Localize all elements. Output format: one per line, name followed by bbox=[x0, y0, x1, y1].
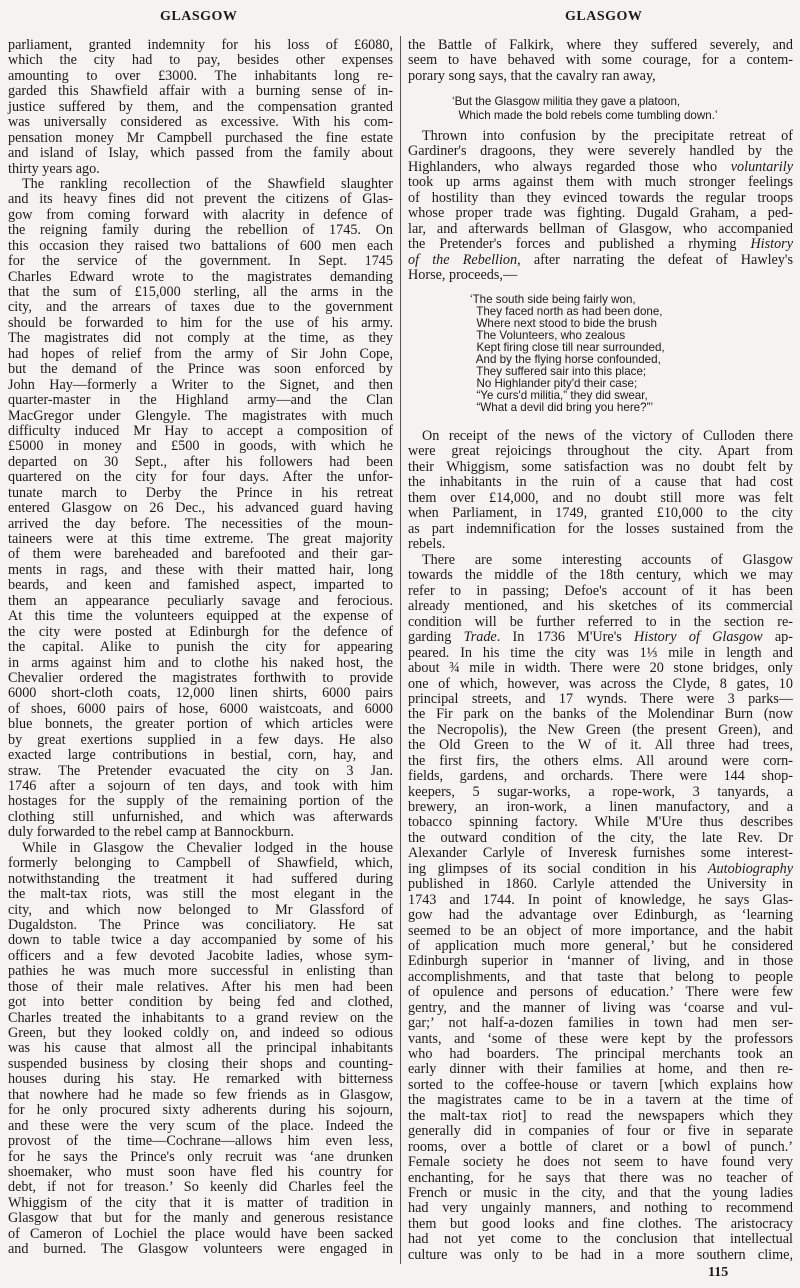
text-line: 6000 short-cloth coats, 12,000 linen shirts, 6000 pairs bbox=[8, 685, 393, 702]
text-line: keepers, 5 sugar-works, a rope-work, 3 tanyards, a bbox=[408, 783, 793, 800]
text-line: whose proper trade was fighting. Dugald Graham, a ped- bbox=[408, 205, 793, 222]
page-number: 115 bbox=[708, 1265, 729, 1280]
text-line: took up arms against them with much stronger feelings bbox=[408, 174, 793, 191]
text-line: and its heavy fines did not prevent the citizens of Glas- bbox=[8, 191, 393, 208]
verse-line: ‘The south side being fairly won, bbox=[470, 293, 636, 306]
paragraph bbox=[8, 177, 393, 841]
text-line: of them were bareheaded and barefooted and their gar- bbox=[8, 546, 393, 563]
text-line: should be forwarded to him for the use of his army. bbox=[8, 314, 393, 331]
text-line: peared. In his time the city was 1⅓ mile in length and bbox=[408, 644, 793, 661]
text-line: provost of the time—Cochrane—allows him even less, bbox=[8, 1133, 393, 1150]
text-line: quarter-master in the Highland army—and the Clan bbox=[8, 392, 393, 409]
paragraph bbox=[8, 841, 393, 1258]
text-line: straw. The Pretender evacuated the city on 3 Jan. bbox=[8, 762, 393, 779]
text-line: and these were the very scum of the place. Indeed the bbox=[8, 1117, 393, 1134]
text-line: Chevalier ordered the magistrates forthwith to provide bbox=[8, 669, 393, 686]
text-line: got into better condition by being fed and clothed, bbox=[8, 994, 393, 1011]
text-line: fields, gardens, and orchards. There were 144 shop- bbox=[408, 768, 793, 785]
text-line: suspended business by closing their shops and counting- bbox=[8, 1055, 393, 1072]
text-line: Edinburgh superior in ‘manner of living, and in those bbox=[408, 953, 793, 970]
text-line: was his cause that almost all the principal inhabitants bbox=[8, 1040, 393, 1057]
text-line: down to table twice a day accompanied by some of his bbox=[8, 932, 393, 949]
text-line: On receipt of the news of the victory of Culloden there bbox=[422, 428, 793, 444]
text-line: had not yet come to the conclusion that intellectual bbox=[408, 1231, 793, 1248]
text-line: the first firs, the others elms. All around were corn- bbox=[408, 752, 793, 769]
text-line: them an appearance peculiarly savage and ferocious. bbox=[8, 592, 393, 609]
text-line: for he says the Prince's only recruit was ‘ane drunken bbox=[8, 1148, 393, 1165]
text-line: blue bonnets, the greater portion of which articles were bbox=[8, 716, 393, 733]
text-line: There are some interesting accounts of Glasgow bbox=[422, 552, 793, 568]
text-line: tobacco spinning factory. While M'Ure thus describes bbox=[408, 814, 793, 831]
verse-line: ‘But the Glasgow militia they gave a platoon, bbox=[452, 95, 681, 108]
text-line: porary song says, that the cavalry ran away, bbox=[408, 67, 656, 84]
text-line: seem to have behaved with some courage, for a contem- bbox=[408, 52, 793, 69]
text-line: Female society he does not seem to have found very bbox=[408, 1154, 793, 1171]
text-line: which the city had to pay, besides other expenses bbox=[8, 52, 393, 69]
right-paragraph-1 bbox=[408, 38, 793, 84]
text-line: and island of Islay, which passed from the family about bbox=[8, 145, 393, 162]
text-line: early dinner with their families at home, and then re- bbox=[408, 1061, 793, 1078]
text-line: Charles Edward wrote to the magistrates demanding bbox=[8, 268, 393, 285]
text-line: brewery, an iron-work, a linen manufactory, and a bbox=[408, 799, 793, 815]
text-line: seemed to be an object of more importance, and the habit bbox=[408, 922, 793, 939]
text-line: principal streets, and 17 wynds. There were 3 parks— bbox=[408, 690, 793, 707]
text-line: taineers were at this time extreme. The great majority bbox=[8, 531, 393, 547]
text-line: gar;’ not half-a-dozen families in town had men ser- bbox=[408, 1015, 793, 1032]
text-line: lar, and afterwards bellman of Glasgow, who accompanied bbox=[408, 220, 793, 237]
text-line: one of which, however, was across the Clyde, 8 gates, 10 bbox=[408, 675, 793, 692]
verse-line: Where next stood to bide the brush bbox=[470, 317, 657, 330]
text-line: sorted to the coffee-house or tavern [which explains how bbox=[408, 1076, 793, 1093]
text-line: justice suffered by them, and the compensation granted bbox=[8, 98, 393, 115]
text-line: clothing still unfurnished, and which was afterwards bbox=[8, 808, 393, 825]
text-line: hostages for the supply of the remaining portion of the bbox=[8, 793, 393, 810]
text-line: MacGregor under Glengyle. The magistrates with much bbox=[8, 407, 393, 424]
text-line: published in 1860. Carlyle attended the University in bbox=[408, 876, 793, 893]
text-line: of the Rebellion, after narrating the defeat of Hawley's bbox=[408, 251, 793, 268]
text-line: 1743 and 1744. In point of knowledge, he says Glas- bbox=[408, 891, 793, 908]
text-line: and burned. The Glasgow volunteers were engaged in bbox=[8, 1241, 393, 1258]
text-line: the capital. Alike to punish the city for appearing bbox=[8, 639, 393, 656]
verse-line: They faced north as had been done, bbox=[470, 305, 663, 318]
text-line: were great rejoicings throughout the city. Apart from bbox=[408, 443, 793, 460]
text-line: John Hay—formerly a Writer to the Signet, and then bbox=[8, 376, 393, 393]
text-line: for he only procured sixty adherents during his sojourn, bbox=[8, 1102, 393, 1119]
text-line: their Whiggism, some satisfaction was no doubt felt by bbox=[408, 458, 793, 475]
text-line: parliament, granted indemnity for his loss of £6080, bbox=[8, 37, 393, 53]
text-line: Charles treated the inhabitants to a grand review on the bbox=[8, 1009, 393, 1026]
paragraph bbox=[408, 38, 793, 84]
text-line: £5000 in money and £500 in goods, with which he bbox=[8, 438, 393, 455]
text-line: but the demand of the Prince was soon enforced by bbox=[8, 361, 393, 378]
text-line: ments in rags, and these with their matted hair, long bbox=[8, 561, 393, 578]
verse-line: Which made the bold rebels come tumbling down.’ bbox=[452, 109, 718, 122]
column-divider bbox=[400, 36, 401, 1264]
paragraph bbox=[8, 38, 393, 177]
text-line: garded this Shawfield affair with a burning sense of in- bbox=[8, 83, 393, 100]
text-line: the inhabitants in the ruin of a cause that had cost bbox=[408, 474, 793, 491]
text-line: the Old Green to the W of it. All three had trees, bbox=[408, 737, 793, 754]
text-line: the magistrates came to be in a tavern at the time of bbox=[408, 1092, 793, 1109]
text-line: pensation money Mr Campbell purchased the fine estate bbox=[8, 129, 393, 146]
text-line: already mentioned, and his sketches of its commercial bbox=[408, 598, 793, 615]
text-line: the city were posted at Edinburgh for the defence of bbox=[8, 623, 393, 640]
text-line: The rankling recollection of the Shawfield slaughter bbox=[22, 175, 393, 192]
text-line: as part indemnification for the losses sustained from the bbox=[408, 520, 793, 537]
verse-line: “What a devil did bring you here?”’ bbox=[470, 401, 654, 414]
text-line: city, and which now belonged to Mr Glassford of bbox=[8, 901, 393, 918]
text-line: rooms, over a bottle of claret or a bowl of punch.’ bbox=[408, 1138, 793, 1155]
text-line: houses during his stay. He remarked with bitterness bbox=[8, 1071, 393, 1088]
right-paragraph-2 bbox=[408, 129, 793, 283]
text-line: accomplishments, and that taste that belong to people bbox=[408, 968, 793, 985]
paragraph bbox=[408, 129, 793, 283]
text-line: culture was only to be had in a more southern clime, bbox=[408, 1246, 793, 1263]
text-line: exacted large contributions in bestial, corn, hay, and bbox=[8, 747, 393, 764]
text-line: those of their male relatives. After his men had been bbox=[8, 978, 393, 995]
verse-quotation-2 bbox=[470, 294, 790, 414]
text-line: the Necropolis), the New Green (the present Green), and bbox=[408, 721, 793, 738]
verse-line: No Highlander pity'd their case; bbox=[470, 377, 638, 390]
text-line: who had boarders. The principal merchants took an bbox=[408, 1046, 793, 1062]
text-line: had hopes of relief from the army of Sir John Cope, bbox=[8, 345, 393, 362]
text-line: officers and a few devoted Jacobite ladies, whose sym- bbox=[8, 947, 393, 964]
text-line: tunate march to Derby the Prince in his retreat bbox=[8, 484, 393, 501]
text-line: While in Glasgow the Chevalier lodged in the house bbox=[22, 839, 393, 856]
text-line: rebels. bbox=[408, 536, 446, 553]
text-line: shoemaker, who must soon have fled his country for bbox=[8, 1163, 393, 1180]
text-line: enchanting, for he says that there was no teacher of bbox=[408, 1169, 793, 1186]
text-line: when Parliament, in 1749, granted £10,000 to the city bbox=[408, 505, 793, 522]
text-line: of hostility than they evinced towards the regular troops bbox=[408, 189, 793, 206]
text-line: Whiggism of the city that it is matter of tradition in bbox=[8, 1194, 393, 1211]
verse-quotation-1 bbox=[452, 95, 792, 123]
text-line: notwithstanding the treatment it had suffered during bbox=[8, 870, 393, 887]
verse-line: They suffered sair into this place; bbox=[470, 365, 647, 378]
text-line: French or music in the city, and that the young ladies bbox=[408, 1184, 793, 1201]
text-line: vants, and ‘some of these were kept by the professors bbox=[408, 1030, 793, 1047]
text-line: gow from coming forward with alacrity in defence of bbox=[8, 206, 393, 223]
italic-text: History of Glasgow bbox=[634, 629, 763, 646]
running-header-right: GLASGOW bbox=[565, 9, 643, 24]
text-line: them over £14,000, and no doubt still more was felt bbox=[408, 489, 793, 506]
verse-line: And by the flying horse confounded, bbox=[470, 353, 661, 366]
text-line: of application much more general,’ but he considered bbox=[408, 937, 793, 954]
text-line: The magistrates did not comply at the time, as they bbox=[8, 330, 393, 347]
paragraph bbox=[408, 553, 793, 1263]
text-line: by great exertions supplied in a few days. He also bbox=[8, 731, 393, 748]
text-line: the malt-tax riot] to read the newspapers which they bbox=[408, 1107, 793, 1124]
verse-line: Kept firing close till near surrounded, bbox=[470, 341, 665, 354]
text-line: for the service of the government. In Sept. 1745 bbox=[8, 253, 393, 270]
text-line: the Fir park on the banks of the Molendinar Burn (now bbox=[408, 706, 793, 723]
running-header-left: GLASGOW bbox=[160, 9, 238, 24]
text-line: the Battle of Falkirk, where they suffered severely, and bbox=[408, 37, 793, 53]
text-line: garding Trade. In 1736 M'Ure's History of Glasgow ap- bbox=[408, 629, 793, 646]
text-line: debt, if not for treason.’ So keenly did Charles feel the bbox=[8, 1179, 393, 1196]
text-line: that nowhere had he made so few friends as in Glasgow, bbox=[8, 1086, 393, 1103]
text-line: of shoes, 6000 pairs of hose, 6000 waistcoats, and 6000 bbox=[8, 700, 393, 717]
text-line: beards, and keen and famished aspect, imparted to bbox=[8, 577, 393, 594]
text-line: Glasgow that but for the manly and generous resistance bbox=[8, 1210, 393, 1227]
text-line: Dugaldston. The Prince was conciliatory. He sat bbox=[8, 916, 393, 933]
right-paragraph-3 bbox=[408, 429, 793, 553]
text-line: duly forwarded to the rebel camp at Bannockburn. bbox=[8, 824, 295, 841]
text-line: generally did in companies of four or five in separate bbox=[408, 1123, 793, 1140]
verse-line: The Volunteers, who zealous bbox=[470, 329, 626, 342]
text-line: the Pretender's forces and published a rhyming History bbox=[408, 236, 793, 253]
text-line: the outward condition of the city, the late Rev. Dr bbox=[408, 829, 793, 846]
italic-text: voluntarily bbox=[730, 158, 793, 175]
right-paragraph-4 bbox=[408, 553, 793, 1263]
text-line: about ¾ mile in width. There were 20 stone bridges, only bbox=[408, 660, 793, 677]
text-line: the reigning family during the rebellion of 1745. On bbox=[8, 222, 393, 239]
text-line: Green, but they looked coldly on, and indeed so odious bbox=[8, 1025, 393, 1041]
text-line: refer to in passing; Defoe's account of it has been bbox=[408, 582, 793, 599]
text-line: amounting to over £3000. The inhabitants long re- bbox=[8, 67, 393, 84]
italic-text: of the Rebellion bbox=[408, 251, 518, 268]
left-column bbox=[8, 38, 393, 1258]
verse-line: “Ye curs'd militia,” they did swear, bbox=[470, 389, 648, 402]
text-line: towards the middle of the 18th century, which we may bbox=[408, 567, 793, 584]
text-line: condition will be further referred to in the section re- bbox=[408, 613, 793, 630]
paragraph bbox=[408, 429, 793, 553]
text-line: this occasion they raised two battalions of 600 men each bbox=[8, 237, 393, 254]
text-line: ing glimpses of its social condition in his Autobiography bbox=[408, 860, 793, 877]
italic-text: Autobiography bbox=[707, 860, 793, 877]
text-line: difficulty induced Mr Hay to accept a composition of bbox=[8, 422, 393, 439]
text-line: 1746 after a sojourn of ten days, and took with him bbox=[8, 778, 393, 794]
text-line: that the sum of £15,000 sterling, all the arms in the bbox=[8, 284, 393, 300]
text-line: Alexander Carlyle of Inveresk furnishes some interest- bbox=[408, 845, 793, 862]
text-line: Gardiner's dragoons, they were severely handled by the bbox=[408, 143, 793, 160]
text-line: of opulence and persons of education.’ There were few bbox=[408, 984, 793, 1001]
text-line: of Cameron of Lochiel the place would have been sacked bbox=[8, 1225, 393, 1242]
text-line: city, and the arrears of taxes due to the government bbox=[8, 299, 393, 316]
text-line: gentry, and the manner of living was ‘coarse and vul- bbox=[408, 999, 793, 1016]
text-line: quartered on the city for four days. After the unfor- bbox=[8, 469, 393, 486]
text-line: Highlanders, who always regarded those who voluntarily bbox=[408, 158, 793, 175]
text-line: departed on 30 Sept., after his followers had been bbox=[8, 453, 393, 470]
italic-text: Trade bbox=[463, 629, 497, 646]
text-line: thirty years ago. bbox=[8, 160, 100, 177]
text-line: Horse, proceeds,— bbox=[408, 266, 518, 283]
text-line: arrived the day before. The necessities of the moun- bbox=[8, 515, 393, 532]
text-line: At this time the volunteers equipped at the expense of bbox=[8, 608, 393, 625]
text-line: had very ungainly manners, and nothing to recommend bbox=[408, 1200, 793, 1217]
text-line: was universally considered as excessive. With his com- bbox=[8, 114, 393, 131]
text-line: pathies he was much more successful in enlisting than bbox=[8, 963, 393, 980]
text-line: Thrown into confusion by the precipitate retreat of bbox=[422, 128, 793, 144]
text-line: them but good looks and fine clothes. The aristocracy bbox=[408, 1215, 793, 1232]
text-line: formerly belonging to Campbell of Shawfield, which, bbox=[8, 855, 393, 872]
text-line: in arms against him and to clothe his naked host, the bbox=[8, 654, 393, 671]
text-line: the malt-tax riots, was still the most elegant in the bbox=[8, 886, 393, 903]
text-line: gow had the advantage over Edinburgh, as ‘learning bbox=[408, 907, 793, 924]
italic-text: History bbox=[750, 236, 793, 253]
text-line: entered Glasgow on 26 Dec., his advanced guard having bbox=[8, 500, 393, 517]
